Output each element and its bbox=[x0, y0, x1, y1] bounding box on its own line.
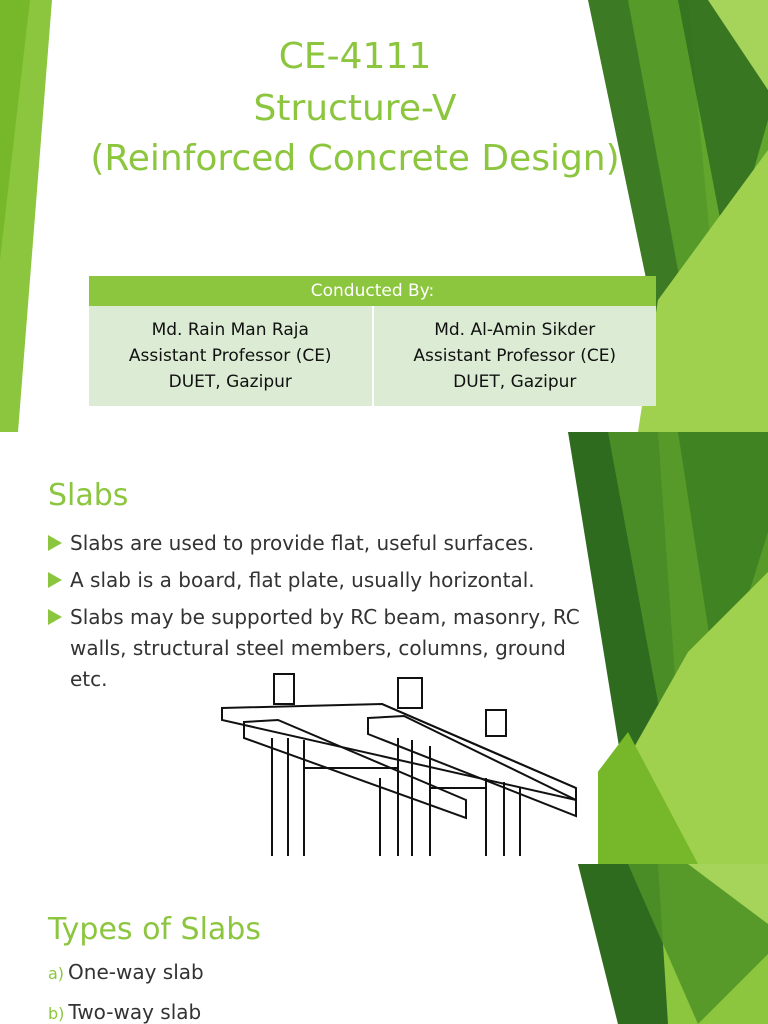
triangle-bullet-icon bbox=[48, 535, 62, 551]
course-name: Structure-V bbox=[253, 88, 457, 129]
instructor-name: Md. Rain Man Raja bbox=[151, 320, 309, 340]
list-marker: a) bbox=[48, 964, 65, 983]
left-green-facet bbox=[0, 0, 60, 432]
slabs-heading: Slabs bbox=[48, 478, 129, 513]
slab-beam-column-illustration bbox=[208, 668, 598, 864]
types-of-slabs-slide bbox=[0, 864, 768, 1024]
instructor-name: Md. Al-Amin Sikder bbox=[434, 320, 596, 340]
triangle-bullet-icon bbox=[48, 609, 62, 625]
instructor-title: Assistant Professor (CE) bbox=[128, 346, 332, 366]
list-item-label: Two-way slab bbox=[68, 1000, 202, 1024]
types-heading: Types of Slabs bbox=[48, 912, 261, 947]
bullet-item bbox=[48, 528, 608, 559]
triangle-bullet-icon bbox=[48, 572, 62, 588]
bullet-text: A slab is a board, flat plate, usually horizontal. bbox=[70, 568, 535, 592]
instructor-cell-1 bbox=[89, 306, 373, 406]
bullet-item bbox=[48, 565, 608, 596]
slabs-slide bbox=[0, 432, 768, 864]
conducted-by-table bbox=[89, 276, 656, 406]
instructor-institution: DUET, Gazipur bbox=[168, 372, 292, 392]
list-item-label: One-way slab bbox=[68, 960, 204, 984]
list-item bbox=[48, 996, 204, 1024]
bullet-text: Slabs are used to provide flat, useful surfaces. bbox=[70, 531, 535, 555]
instructor-cell-2 bbox=[373, 306, 657, 406]
instructor-title: Assistant Professor (CE) bbox=[413, 346, 617, 366]
conducted-by-header: Conducted By: bbox=[89, 276, 656, 306]
list-item bbox=[48, 956, 204, 996]
list-marker: b) bbox=[48, 1004, 65, 1023]
types-list bbox=[48, 956, 204, 1024]
title-slide bbox=[0, 0, 768, 432]
instructor-institution: DUET, Gazipur bbox=[453, 372, 577, 392]
bullet-text: Slabs may be supported by RC beam, masonry, RC walls, structural steel members, columns, ground etc. bbox=[70, 605, 580, 691]
right-green-facets bbox=[568, 864, 768, 1024]
course-subtitle: (Reinforced Concrete Design) bbox=[90, 138, 620, 179]
course-code: CE-4111 bbox=[278, 36, 432, 77]
